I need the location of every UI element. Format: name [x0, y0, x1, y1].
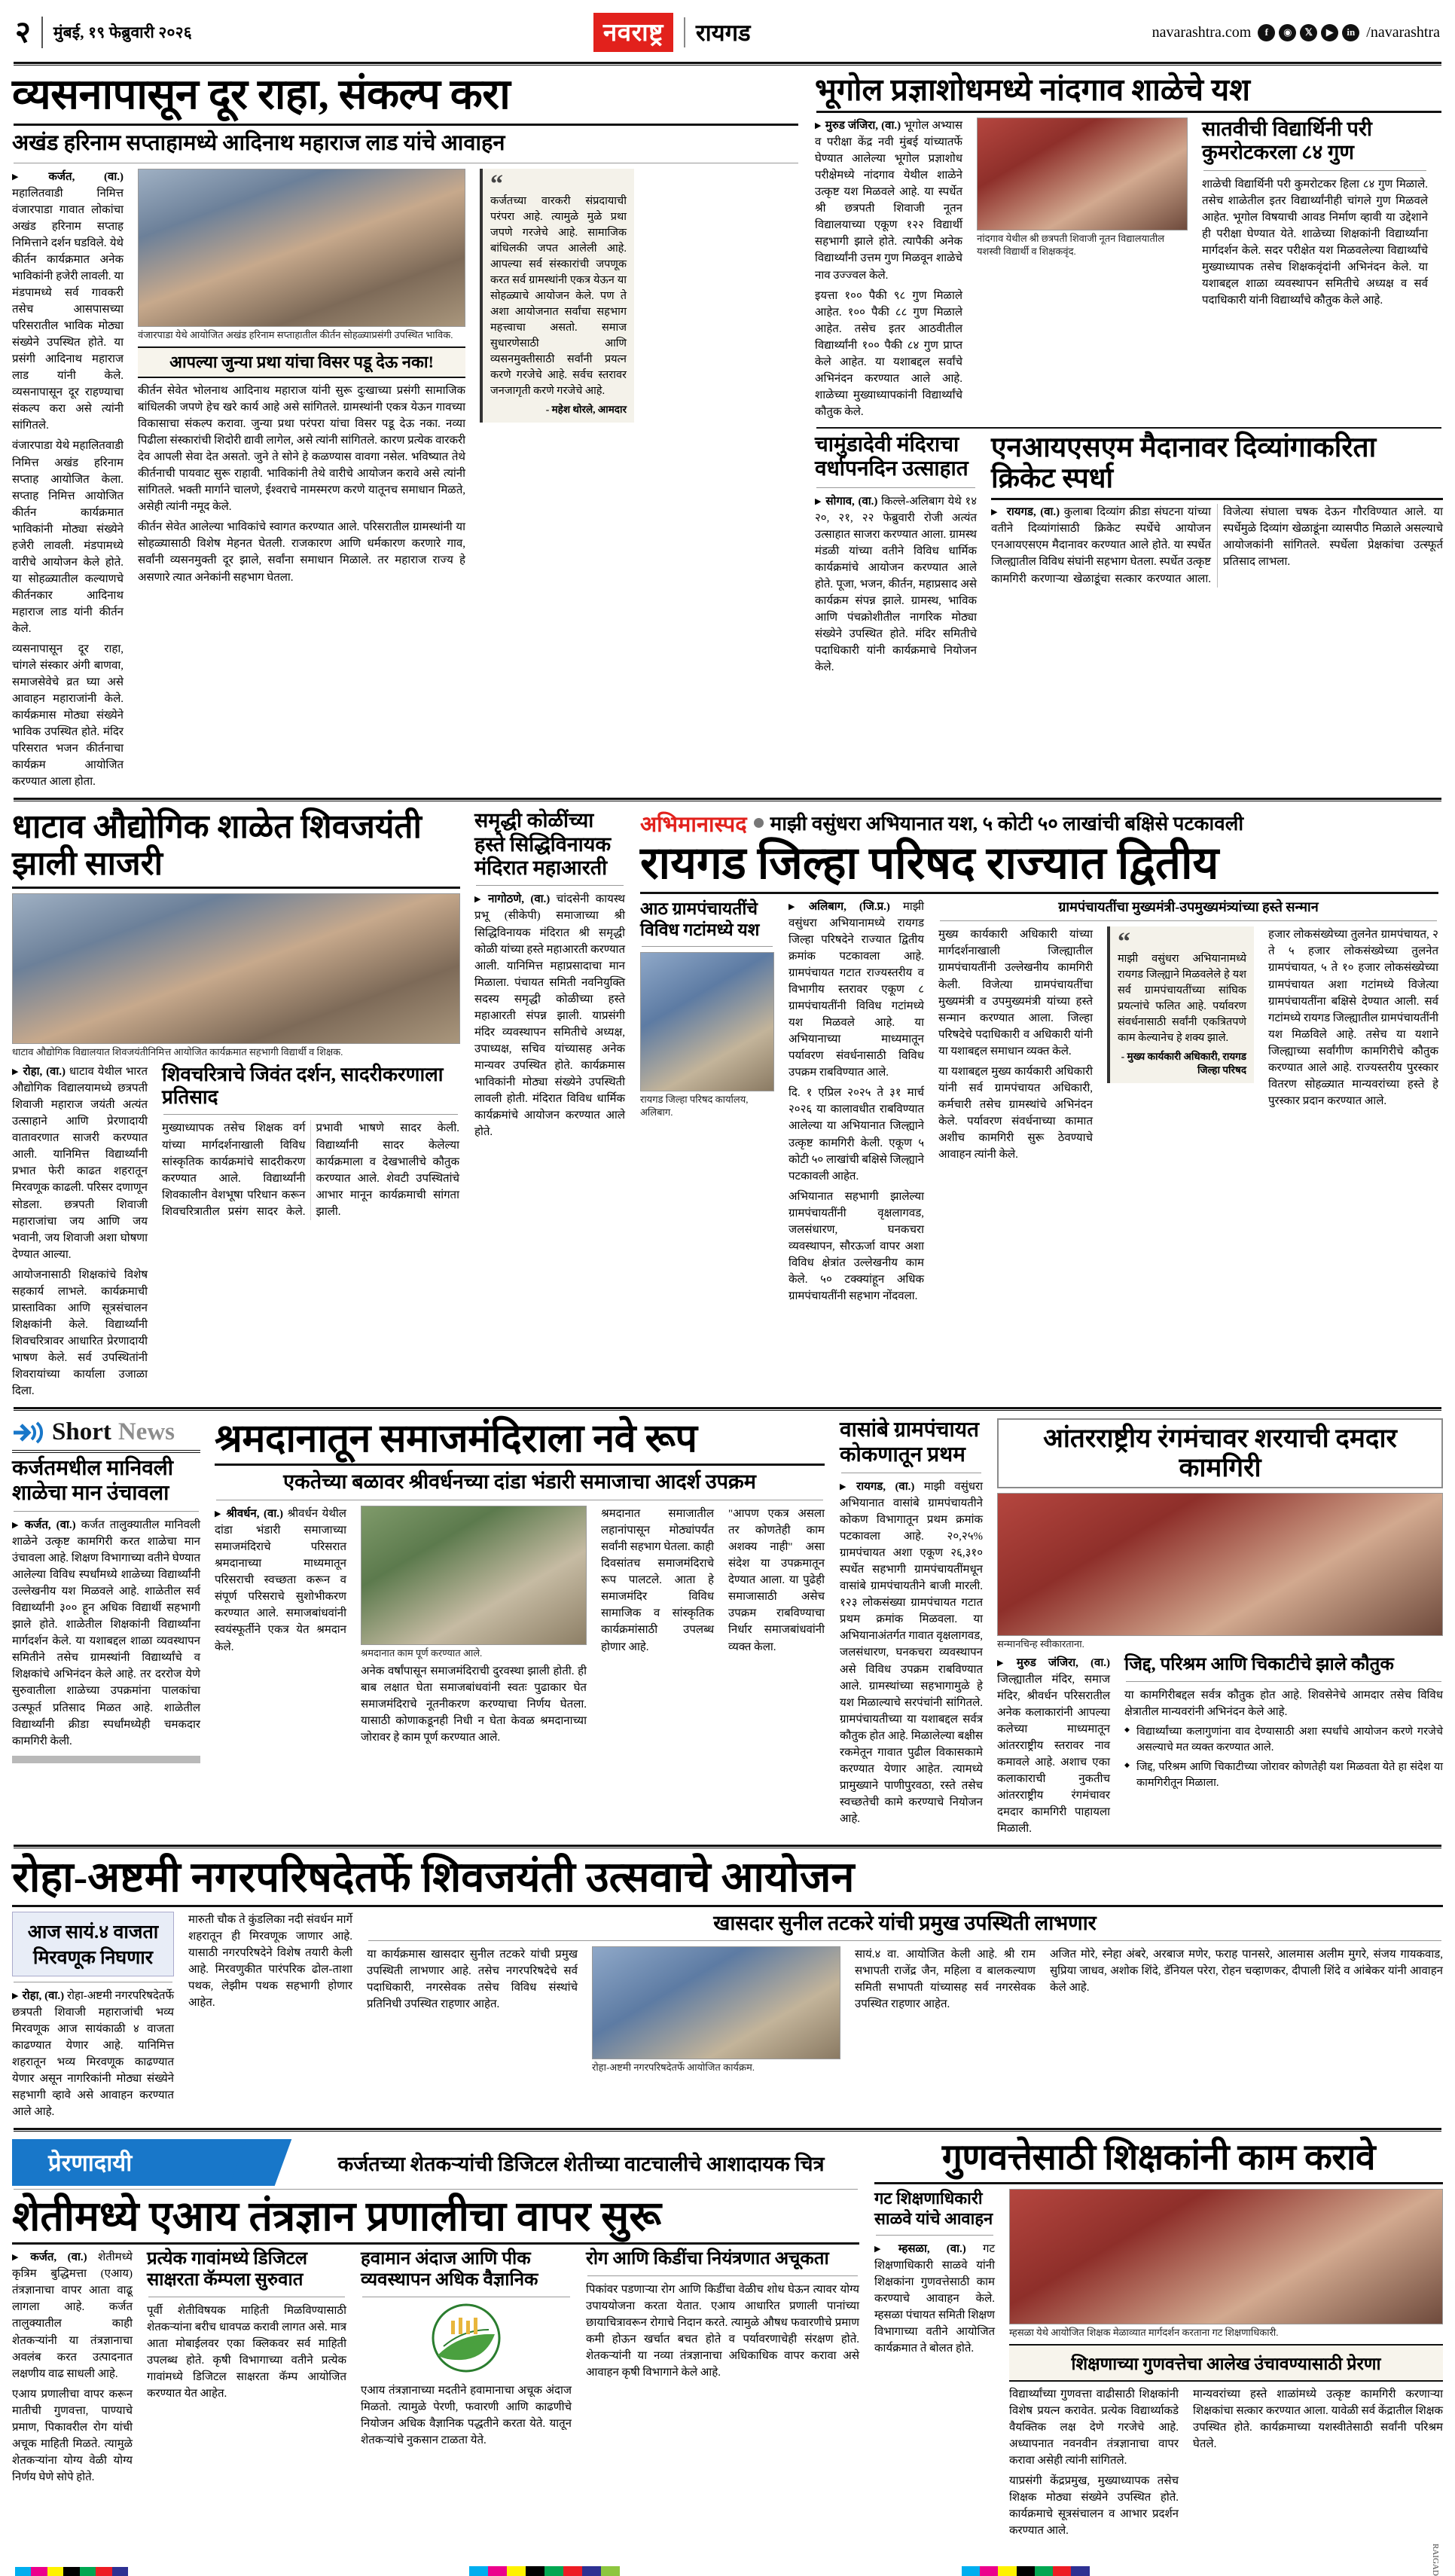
- short-news-label-short: Short: [52, 1418, 111, 1446]
- shramdan-dateline: श्रीवर्धन, (वा.): [226, 1508, 284, 1521]
- color-registration-bar-right: [962, 2566, 1090, 2576]
- zp-quote: [1107, 926, 1254, 1083]
- theatre-dateline: मुरुड जंजिरा, (वा.): [1016, 1656, 1110, 1669]
- shramdan-body-4: "आपण एकत्र असला तर कोणतेही काम अशक्य नाही" असा संदेश या उपक्रमातून देण्यात आला. या पुढेही समाजासाठी असेच उपक्रम राबविण्याचा निर्धार समाजबांधवांनी व्यक्त केला.: [728, 1508, 825, 1653]
- lead-quote-block: [480, 169, 634, 423]
- agri-banner: [12, 2139, 859, 2186]
- zp-body-3: अभियानात सहभागी झालेल्या ग्रामपंचायतींनी वृक्षलागवड, जलसंधारण, घनकचरा व्यवस्थापन, सौरऊर्जा वापर अशा विविध क्षेत्रांत उल्लेखनीय काम केले. ५० टक्क्यांहून अधिक ग्रामपंचायतींनी सहभाग नोंदवला.: [789, 1190, 924, 1302]
- theatre-photo-caption: सन्मानचिन्ह स्वीकारताना.: [997, 1638, 1084, 1650]
- short-news-headline: कर्जतमधील मानिवली शाळेचा मान उंचावला: [12, 1457, 174, 1505]
- roha-headline: रोहा-अष्टमी नगरपरिषदेतर्फे शिवजयंती उत्सवाचे आयोजन: [12, 1854, 855, 1902]
- agri-sub2-body: एआय तंत्रज्ञानाच्या मदतीने हवामानाचा अचूक अंदाज मिळतो. त्यामुळे पेरणी, फवारणी आणि काढणीचे नियोजन अधिक वैज्ञानिक पद्धतीने करता येते. यातून शेतकऱ्यांचे नुकसान टाळता येते.: [361, 2384, 572, 2447]
- samruddhi-headline: समृद्धी कोळींच्या हस्ते सिद्धिविनायक मंदिरात महाआरती: [474, 809, 612, 880]
- lead-quote-text: कर्जतच्या वारकरी संप्रदायाची परंपरा आहे. त्यामुळे मुळे प्रथा जपणे गरजेचे आहे. सामाजिक बांधिलकी जपत आलेली आहे. आपल्या सर्व संस्कारांची जपणूक करत सर्व ग्रामस्थांनी एकत्र येऊन या सोहळ्याचे आयोजन केले. पण ते अशा आयोजनात सर्वांचा सहभाग महत्त्वाचा असतो. समाज सुधारणेसाठी आणि व्यसनमुक्तीसाठी सर्वांनी प्रयत्न करणे गरजेचे आहे. सर्वच स्तरावर जनजागृती करणे गरजेचे आहे.: [490, 194, 627, 397]
- shramdan-col-3: [601, 1506, 714, 1655]
- cricket-dateline: रायगड, (वा.): [1006, 506, 1060, 519]
- logo-separator: [684, 17, 685, 47]
- page-number: २: [15, 15, 31, 49]
- shramdan-body-2: अनेक वर्षांपासून समाजमंदिराची दुरवस्था झाली होती. ही बाब लक्षात घेता समाजबांधवांनी स्वतः पुढाकार घेत समाजमंदिराचे नूतनीकरण करण्याचा निर्णय घेतला. यासाठी कोणाकडूनही निधी न घेता केवळ श्रमदानाच्या जोरावर हे काम पूर्ण करण्यात आले.: [361, 1665, 587, 1744]
- roha-dateline: रोहा, (वा.): [22, 1989, 65, 2002]
- cricket-story: [991, 433, 1443, 588]
- roha-col-3: [367, 1912, 1443, 2074]
- agri-col-4: [586, 2249, 859, 2381]
- top-section: [12, 73, 1443, 790]
- zp-headline: रायगड जिल्हा परिषद राज्यात द्वितीय: [640, 838, 1219, 889]
- geography-body-2: इयत्ता १०० पैकी ९८ गुण मिळाले आहेत. १०० पैकी ८८ गुण मिळाले आहेत. तसेच इतर आठवीतील विद्यार्थ्यांनी १०० पैकी ८४ गुण प्राप्त केले आहेत. या यशाबद्दल सर्वांचे अभिनंदन करण्यात आले आहे. शाळेच्या मुख्याध्यापकांनी विद्यार्थ्यांचे कौतुक केले.: [815, 289, 962, 418]
- zp-col-3: [938, 899, 1438, 1163]
- cricket-headline: एनआयएसएम मैदानावर दिव्यांगाकरिता क्रिकेट स्पर्धा: [991, 432, 1377, 494]
- theatre-subheadline: जिद्द, परिश्रम आणि चिकाटीचे झाले कौतुक: [1124, 1654, 1394, 1674]
- zp-photo: [640, 952, 774, 1091]
- zp-story: [640, 809, 1438, 1305]
- footer: [12, 2539, 1443, 2576]
- geography-body-3: शाळेची विद्यार्थिनी परी कुमरोटकर हिला ८४ गुण मिळाले. तसेच शाळेतील इतर विद्यार्थ्यांनीही चांगले गुण मिळवले आहेत. भूगोल विषयाची आवड निर्माण व्हावी या उद्देशाने ही परीक्षा घेण्यात येते. शाळेच्या शिक्षकांनी विद्यार्थ्यांना मार्गदर्शन केले. सदर परीक्षेत यश मिळवलेल्या विद्यार्थ्यांचे मुख्याध्यापक तसेच शिक्षकवृंदांनी अभिनंदन केले. या यशाबद्दल शाळा व्यवस्थापन समितीचे अध्यक्ष व सर्व पदाधिकारी यांनी विद्यार्थ्यांचे कौतुक केले आहे.: [1202, 178, 1428, 307]
- shramdan-subhead: एकतेच्या बळावर श्रीवर्धनच्या दांडा भंडारी समाजाचा आदर्श उपक्रम: [283, 1470, 756, 1494]
- masthead-rule: [14, 62, 1441, 66]
- lead-photo-block: [138, 169, 465, 586]
- wasambe-body: माझी वसुंधरा अभियानात वासांबे ग्रामपंचायतीने कोकण विभागातून प्रथम क्रमांक पटकावला आहे. २०,२५% ग्रामपंचायत अशा एकूण २६,३१० स्पर्धेत सहभागी ग्रामपंचायतींमधून वासांबे ग्रामपंचायतीने बाजी मारली. १२३ लोकसंख्या ग्रामपंचायत गटात प्रथम क्रमांक मिळवला. या अभियानाअंतर्गत गावात वृक्षलागवड, जलसंधारण, घनकचरा व्यवस्थापन असे विविध उपक्रम राबविण्यात आले. ग्रामस्थांच्या सहभागामुळे हे यश मिळाल्याचे सरपंचांनी सांगितले. ग्रामपंचायतीच्या या यशाबद्दल सर्वत्र कौतुक होत आहे. मिळालेल्या बक्षीस रकमेतून गावात पुढील विकासकामे करण्यात येणार आहेत. त्यामध्ये प्रामुख्याने पाणीपुरवठा, रस्ते तसेच स्वच्छतेची कामे करण्याचे नियोजन आहे.: [840, 1481, 984, 1825]
- zp-dateline: अलिबाग, (जि.प्र.): [808, 900, 890, 913]
- quality-col-1: [874, 2189, 995, 2357]
- roha-body-3: या कार्यक्रमास खासदार सुनील तटकरे यांची प्रमुख उपस्थिती लाभणार आहे. तसेच नगरपरिषदेचे सर्व पदाधिकारी, नगरसेवक तसेच विविध संस्थांचे प्रतिनिधी उपस्थित राहणार आहेत.: [367, 1949, 578, 2011]
- samruddhi-dateline: नागोठणे, (वा.): [488, 893, 551, 906]
- industrial-body-2: आयोजनासाठी शिक्षकांचे विशेष सहकार्य लाभले. कार्यक्रमाची प्रास्ताविका आणि सूत्रसंचालन शिक्षकांनी केले. विद्यार्थ्यांनी शिवचरित्रावर आधारित प्रेरणादायी भाषण केले. सर्व उपस्थितांनी शिवरायांच्या कार्याला उजाळा दिला.: [12, 1268, 148, 1398]
- geography-photo-block: [977, 118, 1188, 258]
- industrial-headline: धाटाव औद्योगिक शाळेत शिवजयंती झाली साजरी: [12, 808, 422, 882]
- temple-headline: चामुंडादेवी मंदिराचा वर्धापनदिन उत्साहात: [815, 432, 968, 481]
- masthead-divider: [41, 17, 43, 48]
- roha-col-1: [12, 1912, 174, 2120]
- agri-sub1-headline: प्रत्येक गावांमध्ये डिजिटल साक्षरता कॅम्पला सुरुवात: [147, 2249, 307, 2291]
- wasambe-dateline: रायगड, (वा.): [856, 1481, 915, 1494]
- social-handle[interactable]: /navarashtra: [1366, 23, 1440, 41]
- lead-body-3: व्यसनापासून दूर राहा, चांगले संस्कार अंगी बाणवा, समाजसेवेचे व्रत घ्या असे आवाहन महाराजांनी केले. कार्यक्रमास मोठ्या संख्येने भाविक उपस्थित होते. मंदिर परिसरात भजन कीर्तनाचा कार्यक्रम आयोजित करण्यात आला होता.: [12, 643, 124, 789]
- roha-body-2: मारुती चौक ते कुंडलिका नदी संवर्धन मार्गे शहरातून ही मिरवणूक जाणार आहे. यासाठी नगरपरिषदेने विशेष तयारी केली आहे. मिरवणुकीत पारंपरिक ढोल-ताशा पथक, लेझीम पथक सहभागी होणार आहेत.: [188, 1913, 352, 2009]
- lead-headline: व्यसनापासून दूर राहा, संकल्प करा: [12, 72, 511, 118]
- agri-leaf-icon: [421, 2303, 511, 2378]
- geography-dateline: मुरुड जंजिरा, (वा.): [825, 120, 901, 133]
- theatre-bullet: ◆ जिद्द, परिश्रम आणि चिकाटीच्या जोरावर कोणतेही यश मिळवता येते हा संदेश या कामगिरीतून मिळाला.: [1124, 1760, 1443, 1791]
- youtube-icon[interactable]: ▶: [1321, 24, 1338, 41]
- industrial-photo: [12, 893, 460, 1044]
- zp-col-1: [640, 899, 774, 1119]
- masthead-brand: [192, 13, 1152, 52]
- lead-story: [12, 73, 800, 790]
- short-news-divider: [12, 1756, 200, 1763]
- quality-body-1: गट शिक्षणाधिकारी साळवे यांनी शिक्षकांना गुणवत्तेसाठी काम करण्याचे आवाहन केले. म्हसळा पंचायत समिती शिक्षण विभागाच्या वतीने आयोजित कार्यक्रमात ते बोलत होते.: [874, 2242, 996, 2355]
- industrial-body-3: मुख्याध्यापक तसेच शिक्षक वर्ग यांच्या मार्गदर्शनाखाली विविध सांस्कृतिक कार्यक्रमांचे सादरीकरण करण्यात आले. विद्यार्थ्यांनी शिवकालीन वेशभूषा परिधान करून शिवचरित्रातील प्रसंग सादर केले. प्रभावी भाषणे सादर केली. विद्यार्थ्यांनी सादर केलेल्या कार्यक्रमाला व देखभालीचे कौतुक करण्यात आले. शेवटी उपस्थितांचे आभार मानून कार्यक्रमाची सांगता झाली.: [162, 1122, 459, 1218]
- agri-col-3: [361, 2249, 572, 2449]
- industrial-dateline: रोहा, (वा.): [23, 1066, 66, 1079]
- zp-body-5: या यशाबद्दल मुख्य कार्यकारी अधिकारी यांनी सर्व ग्रामपंचायत अधिकारी, कर्मचारी तसेच ग्रामस्थांचे अभिनंदन केले. पर्यावरण संवर्धनाच्या कामात अशीच कामगिरी सुरू ठेवण्याचे आवाहन त्यांनी केले.: [938, 1065, 1093, 1161]
- zp-subleft: आठ ग्रामपंचायतींचे विविध गटांमध्ये यश: [640, 899, 760, 939]
- quality-dateline: म्हसळा, (वा.): [898, 2242, 966, 2255]
- instagram-icon[interactable]: ◉: [1279, 24, 1296, 41]
- bullet-dot-icon: [754, 818, 764, 828]
- shramdan-headline: श्रमदानातून समाजमंदिराला नवे रूप: [215, 1418, 697, 1461]
- lead-body-1: महालितवाडी निमित्त वंजारपाडा गावात लोकांचा अखंड हरिनाम सप्ताह निमित्ताने दर्शन घडविले. येथे कीर्तन कार्यक्रमात अनेक भाविकांनी हजेरी लावली. या मंडपामध्ये सर्व गावकरी तसेच आसपासच्या परिसरातील भाविक मोठ्या संख्येने उपस्थित होते. या प्रसंगी आदिनाथ महाराज लाड यांनी केले. व्यसनापासून दूर राहण्याचा संकल्प करा असे त्यांनी सांगितले.: [12, 187, 124, 432]
- quality-banner: शिक्षणाच्या गुणवत्तेचा आलेख उंचावण्यासाठी प्रेरणा: [1009, 2344, 1443, 2382]
- roha-subheadline: खासदार सुनील तटकरे यांची प्रमुख उपस्थिती लाभणार: [713, 1911, 1097, 1934]
- lead-body-2: वंजारपाडा येथे महालितवाडी निमित्त अखंड हरिनाम सप्ताह आयोजित केला. सप्ताह निमित्त आयोजित कीर्तन कार्यक्रमात भाविकांनी मोठ्या संख्येने हजेरी लावली. मंडपामध्ये वारीचे आयोजन केले होते. या सोहळ्यातील कल्याणचे कीर्तनकार आदिनाथ महाराज लाड यांनी कीर्तन केले.: [12, 440, 124, 635]
- agri-body-2: एआय प्रणालीचा वापर करून मातीची गुणवत्ता, पाण्याचे प्रमाण, पिकावरील रोग यांची अचूक माहिती मिळते. त्यामुळे शेतकऱ्यांना योग्य वेळी योग्य निर्णय घेणे सोपे होते.: [12, 2388, 133, 2483]
- geography-col-3: [1202, 118, 1428, 309]
- zp-photo-caption: रायगड जिल्हा परिषद कार्यालय, अलिबाग.: [640, 1093, 749, 1118]
- lead-quote: [480, 169, 634, 423]
- samruddhi-story: [474, 809, 625, 1140]
- color-registration-bar-left: [15, 2567, 128, 2576]
- lead-col-1: [12, 169, 124, 791]
- industrial-story: [12, 809, 460, 1399]
- industrial-photo-caption: धाटाव औद्योगिक विद्यालयात शिवजयंतीनिमित्त आयोजित कार्यक्रमात सहभागी विद्यार्थी व शिक्षक.: [12, 1046, 343, 1058]
- quality-subleft: गट शिक्षणाधिकारी साळवे यांचे आवाहन: [874, 2188, 993, 2228]
- agri-sub1-body: पूर्वी शेतीविषयक माहिती मिळविण्यासाठी शेतकऱ्यांना बरीच धावपळ करावी लागत असे. मात्र आता मोबाईलवर एका क्लिकवर सर्व माहिती उपलब्ध होते. कृषी विभागाच्या वतीने प्रत्येक गावांमध्ये डिजिटल साक्षरता कॅम्प आयोजित करण्यात येत आहेत.: [147, 2304, 346, 2401]
- website-url[interactable]: navarashtra.com: [1151, 23, 1252, 41]
- industrial-body-1: धाटाव येथील भारत औद्योगिक विद्यालयामध्ये छत्रपती शिवाजी महाराज जयंती अत्यंत उत्साहाने आणि प्रेरणादायी वातावरणात साजरी करण्यात आली. यानिमित्त विद्यार्थ्यांनी प्रभात फेरी काढत शहरातून मिरवणूक काढली. परिसर दणाणून सोडला. छत्रपती शिवाजी महाराजांचा जय आणि जय भवानी, जय शिवाजी अशा घोषणा देण्यात आल्या.: [12, 1066, 148, 1261]
- zp-quote-attribution: - मुख्य कार्यकारी अधिकारी, रायगड जिल्हा परिषद: [1121, 1051, 1246, 1076]
- short-news: [12, 1418, 200, 1763]
- lead-mid-body: कीर्तन सेवेत आलेल्या भाविकांचे स्वागत करण्यात आले. परिसरातील ग्रामस्थांनी या सोहळ्यासाठी विशेष मेहनत घेतली. राजकारण आणि धर्मकारण करणारे गाव, सर्वांनी व्यसनमुक्ती दूर झाले, सर्वांना समाधान मिळाले. तर महाराज राज्य हे असणारे त्यात अनेकांनी सहभाग घेतला.: [138, 521, 465, 584]
- zp-body-1: माझी वसुंधरा अभियानामध्ये रायगड जिल्हा परिषदेने राज्यात द्वितीय क्रमांक पटकावला आहे. ग्रामपंचायत गटात राज्यस्तरीय व विभागीय स्तरावर एकूण ८ ग्रामपंचायतींनी विविध गटांमध्ये यश मिळवले आहे. या अभियानाच्या माध्यमातून पर्यावरण संवर्धनासाठी विविध उपक्रम राबविण्यात आले.: [789, 900, 925, 1079]
- zp-quote-text: माझी वसुंधरा अभियानामध्ये रायगड जिल्ह्याने मिळवलेले हे यश सर्व ग्रामपंचायतींच्या सांघिक प्रयत्नांचे फलित आहे. पर्यावरण संवर्धनासाठी सर्वांनी एकत्रितपणे काम केल्यानेच हे शक्य झाले.: [1118, 953, 1246, 1045]
- temple-body: किल्ले-अलिबाग येथे १४ २०, २१, २२ फेब्रुवारी रोजी अत्यंत उत्साहात साजरा करण्यात आला. ग्रामस्थ मंडळी यांच्या वतीने विविध धार्मिक कार्यक्रमांचे आयोजन करण्यात आले होते. पूजा, भजन, कीर्तन, महाप्रसाद असे कार्यक्रम संपन्न झाले. ग्रामस्थ, भाविक आणि पंचक्रोशीतील नागरिक मोठ्या संख्येने उपस्थित होते. मंदिर समितीचे पदाधिकारी यांनी कार्यक्रमाचे नियोजन केले.: [815, 495, 977, 674]
- second-section: [12, 809, 1443, 1399]
- theatre-story: [997, 1418, 1443, 1837]
- samruddhi-body: चांदसेनी कायस्थ प्रभू (सीकेपी) समाजाच्या श्री सिद्धिविनायक मंदिरात श्री समृद्धी कोळी यांच्या हस्ते महाआरती करण्यात आली. यानिमित्त महाप्रसादाचा मान मिळाला. पंचायत समिती नवनियुक्ति सदस्य समृद्धी कोळीच्या हस्ते महाआरती संपन्न झाली. याप्रसंगी मंदिर व्यवस्थापन समितीचे अध्यक्ष, उपाध्यक्ष, सचिव यांच्यासह अनेक मान्यवर उपस्थित होते. कार्यक्रमास भाविकांनी मोठ्या संख्येने उपस्थिती लावली होती. मंदिरात विविध धार्मिक कार्यक्रमांचे आयोजन करण्यात आले होते.: [474, 893, 625, 1139]
- zp-kicker: माझी वसुंधरा अभियानात यश, ५ कोटी ५० लाखांची बक्षिसे पटकावली: [770, 813, 1244, 835]
- shramdan-col-1: [215, 1506, 346, 1655]
- theatre-bullet: ◆ विद्यार्थ्यांच्या कलागुणांना वाव देण्यासाठी अशा स्पर्धांचे आयोजन करणे गरजेचे असल्याचे मत व्यक्त करण्यात आले.: [1124, 1724, 1443, 1756]
- lead-box-title: आपल्या जुन्या प्रथा यांचा विसर पडू देऊ नका!: [169, 352, 434, 371]
- roha-box-line-2: मिरवणूक निघणार: [33, 1947, 153, 1968]
- shramdan-body-3: श्रमदानात समाजातील लहानांपासून मोठ्यांपर्यंत सर्वांनी सहभाग घेतला. काही दिवसांतच समाजमंदिराचे रूप पालटले. आता हे समाजमंदिर विविध सामाजिक व सांस्कृतिक कार्यक्रमांसाठी उपलब्ध होणार आहे.: [601, 1508, 714, 1653]
- industrial-col-2: [162, 1064, 459, 1220]
- quote-mark-icon: “: [490, 169, 503, 198]
- roha-col-2: [188, 1912, 352, 2011]
- short-news-body: कर्जत तालुक्यातील मानिवली शाळेने उत्कृष्ट कामगिरी करत शाळेचा मान उंचावला आहे. शिक्षण विभागाच्या वतीने घेण्यात आलेल्या विविध स्पर्धांमध्ये शाळेच्या विद्यार्थ्यांनी उल्लेखनीय यश मिळवले आहे. शाळेतील सर्व विद्यार्थ्यांनी ३०० हून अधिक विद्यार्थी सहभागी झाले होते. शाळेतील शिक्षकांनी विद्यार्थ्यांना मार्गदर्शन केले. या यशाबद्दल शाळा व्यवस्थापन समितीने तसेच ग्रामस्थांनी विद्यार्थ्यांचे व शिक्षकांचे अभिनंदन केले आहे. तर दररोज येणे सुरुवातीला शाळेच्या उपक्रमांना पालकांचा उत्स्फूर्त प्रतिसाद मिळत आहे. शाळेतील विद्यार्थ्यांनी क्रीडा स्पर्धांमध्येही चमकदार कामगिरी केली.: [12, 1519, 200, 1747]
- agri-sub3-headline: रोग आणि किडींचा नियंत्रणात अचूकता: [586, 2249, 829, 2269]
- agri-badge: प्रेरणादायी: [12, 2139, 261, 2186]
- temple-story: [815, 433, 977, 676]
- zp-body-2: दि. १ एप्रिल २०२५ ते ३१ मार्च २०२६ या कालावधीत राबविण्यात आलेल्या या अभियानात जिल्ह्याने उत्कृष्ट कामगिरी केली. एकूण ५ कोटी ५० लाखांची बक्षिसे जिल्ह्याने पटकावली आहेत.: [789, 1087, 924, 1183]
- short-news-arrow-icon: [12, 1420, 45, 1445]
- zp-badge: अभिमानास्पद: [640, 813, 747, 838]
- lead-photo-caption: वंजारपाडा येथे आयोजित अखंड हरिनाम सप्ताहातील कीर्तन सोहळ्याप्रसंगी उपस्थित भाविक.: [138, 328, 453, 340]
- linkedin-icon[interactable]: in: [1342, 24, 1359, 41]
- geography-photo-caption: नांदगाव येथील श्री छत्रपती शिवाजी नूतन विद्यालयातील यशस्वी विद्यार्थी व शिक्षकवृंद.: [977, 233, 1165, 257]
- short-news-dateline: कर्जत, (वा.): [24, 1519, 76, 1532]
- quality-col-2: [1009, 2189, 1443, 2539]
- quote-mark-icon: “: [1118, 928, 1130, 957]
- roha-body-4: सायं.४ वा. आयोजित केली आहे. श्री राम सभापती राजेंद्र जैन, महिला व बालकल्याण समिती सभापती यांच्यासह सर्व नगरसेवक उपस्थित राहणार आहेत.: [855, 1949, 1036, 2011]
- lead-dateline: कर्जत, (वा.): [48, 170, 124, 183]
- lead-box-body: कीर्तन सेवेत भोलनाथ आदिनाथ महाराज यांनी सुरू दुःखाच्या प्रसंगी सामाजिक बांधिलकी जपणे हेच खरे कार्य आहे असे सांगितले. ग्रामस्थांनी एकत्र येऊन गावच्या विकासाचा संकल्प करावा. जुन्या प्रथा परंपरा यांचा विसर पडू देऊ नका. नव्या पिढीला संस्कारांची शिदोरी द्यावी लागेल, असे त्यांनी सांगितले. कारण प्रत्येक वारकरी देव आपली सेवा देत असतो. जुने ते सोने हे कळण्यास वावगा नसेल. भविष्यात तेथे कीर्तनाची पायवाट सुरू राहावी. भाविकांनी तेथे वारीचे आयोजन करावे असे त्यांनी सांगितले. भक्ती मार्गाने चालणे, ईश्वराचे नामस्मरण करणे यातूनच समाधान मिळते, असेही त्यांनी नमूद केले.: [138, 385, 465, 514]
- roha-photo-caption: रोहा-अष्टमी नगरपरिषदेतर्फे आयोजित कार्यक्रम.: [592, 2062, 755, 2074]
- lead-quote-attribution: - महेश थोरले, आमदार: [545, 403, 627, 415]
- masthead-dateline: मुंबई, १९ फेब्रुवारी २०२६: [53, 23, 192, 41]
- zp-col-2: [789, 899, 924, 1305]
- shramdan-col-4: [728, 1506, 825, 1655]
- agri-sub2-headline: हवामान अंदाज आणि पीक व्यवस्थापन अधिक वैज्ञानिक: [361, 2249, 538, 2291]
- roha-story: [12, 1856, 1443, 2120]
- geography-subheadline: सातवीची विद्यार्थिनी परी कुमरोटकरला ८४ गुण: [1202, 118, 1372, 164]
- temple-dateline: सोगाव, (वा.): [825, 495, 878, 508]
- third-section: [12, 1418, 1443, 1837]
- lead-subhead: अखंड हरिनाम सप्ताहामध्ये आदिनाथ महाराज लाड यांचे आवाहन: [12, 131, 505, 156]
- social-icons: [1258, 24, 1359, 41]
- geography-story: [815, 73, 1443, 676]
- agri-headline: शेतीमध्ये एआय तंत्रज्ञान प्रणालीचा वापर सुरू: [12, 2193, 661, 2240]
- quality-story: [874, 2139, 1443, 2539]
- quality-body-3: याप्रसंगी केंद्रप्रमुख, मुख्याध्यापक तसेच शिक्षक मोठ्या संख्येने उपस्थित होते. कार्यक्रमाचे सूत्रसंचालन व आभार प्रदर्शन करण्यात आले.: [1009, 2475, 1179, 2538]
- quality-photo-caption: म्हसळा येथे आयोजित शिक्षक मेळाव्यात मार्गदर्शन करताना गट शिक्षणाधिकारी.: [1009, 2326, 1279, 2338]
- geography-headline: भूगोल प्रज्ञाशोधमध्ये नांदगाव शाळेचे यश: [815, 72, 1250, 107]
- theatre-headline: आंतरराष्ट्रीय रंगमंचावर शरयाची दमदार कामगिरी: [1043, 1424, 1397, 1482]
- theatre-body-1: जिल्ह्यातील मंदिर, समाज मंदिर, श्रीवर्धन परिसरातील अनेक कलाकारांनी आपल्या कलेच्या माध्यमातून आंतरराष्ट्रीय स्तरावर नाव कमावले आहे. अशाच एका कलाकाराची नुकतीच आंतरराष्ट्रीय रंगमंचावर दमदार कामगिरी पाहायला मिळाली.: [997, 1674, 1110, 1836]
- agri-story: [12, 2139, 859, 2486]
- geography-body-1: भूगोल अभ्यास व परीक्षा केंद्र नवी मुंबई यांच्यातर्फे घेण्यात आलेल्या भूगोल प्रज्ञाशोध परीक्षेमध्ये नांदगाव येथील शाळेने उत्कृष्ट यश मिळवले आहे. या स्पर्धेत श्री छत्रपती शिवाजी नूतन विद्यालयाच्या एकूण १२२ विद्यार्थी सहभागी झाले होते. त्यापैकी अनेक विद्यार्थ्यांनी उत्तम गुण मिळवून शाळेचे नाव उज्ज्वल केले.: [815, 120, 962, 282]
- roha-body-5: अजित मोरे, स्नेहा अंबरे, अरबाज मणेर, फराह पानसरे, आलमास अलीम मुगरे, संजय गायकवाड, सुप्रिया जाधव, अशोक शिंदे, डॅनियल परेरा, रोहन चव्हाणकर, दीपाली शिंदे व आंबेकर यांनी आवाहन केले आहे.: [1050, 1949, 1443, 1995]
- theatre-photo: [997, 1493, 1443, 1636]
- geography-photo: [977, 118, 1188, 230]
- roha-box-line-1: आज सायं.४ वाजता: [27, 1921, 159, 1943]
- industrial-subheadline: शिवचरित्राचे जिवंत दर्शन, सादरीकरणाला प्रतिसाद: [162, 1064, 444, 1109]
- quality-body-4: मान्यवरांच्या हस्ते शाळांमध्ये उत्कृष्ट कामगिरी करणाऱ्या शिक्षकांचा सत्कार करण्यात आला. यावेळी सर्व केंद्रातील शिक्षक उपस्थित होते. कार्यक्रमाच्या यशस्वीतेसाठी सर्वांनी परिश्रम घेतले.: [1193, 2388, 1443, 2450]
- shramdan-story: [215, 1418, 825, 1746]
- zp-section-title: ग्रामपंचायतींचा मुख्यमंत्री-उपमुख्यमंत्र्यांच्या हस्ते सन्मान: [1058, 899, 1319, 914]
- color-registration-bar-center: [469, 2566, 620, 2576]
- quality-photo: [1009, 2189, 1443, 2324]
- roha-photo: [592, 1946, 840, 2059]
- facebook-icon[interactable]: f: [1258, 24, 1275, 41]
- masthead-links: [1152, 24, 1440, 41]
- industrial-col-1: [12, 1064, 148, 1399]
- masthead: [12, 0, 1443, 59]
- shramdan-photo-caption: श्रमदानात काम पूर्ण करण्यात आले.: [361, 1647, 483, 1659]
- zp-body-6: हजार लोकसंख्येच्या तुलनेत ग्रामपंचायत, २ ते ५ हजार लोकसंख्येच्या तुलनेत ग्रामपंचायत, ५ ते १० हजार लोकसंख्येच्या ग्रामपंचायत अशा गटांमध्ये विजेत्या ग्रामपंचायतींना बक्षिसे देण्यात आली. सर्व गटांमध्ये रायगड जिल्ह्यातील ग्रामपंचायतींनी यश मिळविले आहे. तसेच या यशाने जिल्ह्याच्या सर्वांगीण कामगिरीचे कौतुक करण्यात आले आहे. राज्यस्तरीय पुरस्कार वितरण सोहळ्यात मान्यवरांच्या हस्ते हे पुरस्कार प्रदान करण्यात आले.: [1268, 929, 1439, 1107]
- geography-col-1: [815, 118, 962, 420]
- agri-col-2: [147, 2249, 346, 2402]
- quality-body-2: विद्यार्थ्यांच्या गुणवत्ता वाढीसाठी शिक्षकांनी विशेष प्रयत्न करावेत. प्रत्येक विद्यार्थ्याकडे वैयक्तिक लक्ष देणे गरजेचे आहे. अध्यापनात नवनवीन तंत्रज्ञानाचा वापर करावा असेही त्यांनी सांगितले.: [1009, 2388, 1179, 2468]
- shramdan-body-1: श्रीवर्धन येथील दांडा भंडारी समाजाच्या समाजमंदिराचे परिसरात श्रमदानाच्या माध्यमातून परिसराची स्वच्छता करून व संपूर्ण परिसराचे सुशोभीकरण करण्यात आले. समाजबांधवांनी स्वयंस्फूर्तीने एकत्र येत श्रमदान केले.: [215, 1508, 346, 1653]
- agri-col-1: [12, 2249, 133, 2486]
- cricket-body: कुलाबा दिव्यांग क्रीडा संघटना यांच्या वतीने दिव्यांगांसाठी क्रिकेट स्पर्धेचे आयोजन एनआयएसएम मैदानावर करण्यात आले होते. या स्पर्धेत जिल्ह्यातील विविध संघांनी सहभाग घेतला. स्पर्धेत उत्कृष्ट कामगिरी करणाऱ्या खेळाडूंचा सत्कार करण्यात आला. विजेत्या संघाला चषक देऊन गौरविण्यात आले. या स्पर्धेमुळे दिव्यांग खेळाडूंना व्यासपीठ मिळाले असल्याचे आयोजकांनी सांगितले. स्पर्धेला प्रेक्षकांचा उत्स्फूर्त प्रतिसाद लाभला.: [991, 506, 1443, 585]
- fifth-section: [12, 2139, 1443, 2539]
- zp-body-4: मुख्य कार्यकारी अधिकारी यांच्या मार्गदर्शनाखाली जिल्ह्यातील ग्रामपंचायतींनी उल्लेखनीय कामगिरी केली. विजेत्या ग्रामपंचायतींचा मुख्यमंत्री व उपमुख्यमंत्री यांच्या हस्ते सन्मान करण्यात आला. जिल्हा परिषदेचे पदाधिकारी व अधिकारी यांनी या यशाबद्दल समाधान व्यक्त केले.: [938, 929, 1093, 1058]
- agri-tagline: कर्जतच्या शेतकऱ्यांची डिजिटल शेतीच्या वाटचालीचे आशादायक चित्र: [337, 2152, 825, 2175]
- roha-body-1: रोहा-अष्टमी नगरपरिषदेतर्फे छत्रपती शिवाजी महाराजांची भव्य मिरवणूक आज सायंकाळी ४ वाजता काढण्यात येणार आहे. यानिमित्त शहरातून भव्य मिरवणूक काढण्यात येणार असून नागरिकांनी मोठ्या संख्येने सहभागी व्हावे असे आवाहन करण्यात आले आहे.: [12, 1989, 175, 2119]
- x-icon[interactable]: 𝕏: [1300, 24, 1317, 41]
- shramdan-photo: [361, 1506, 587, 1645]
- agri-dateline: कर्जत, (वा.): [30, 2251, 87, 2264]
- wasambe-story: [840, 1418, 983, 1827]
- quality-headline: गुणवत्तेसाठी शिक्षकांनी काम करावे: [941, 2138, 1376, 2178]
- agri-body-1: शेतीमध्ये कृत्रिम बुद्धिमत्ता (एआय) तंत्रज्ञानाचा वापर आता वाढू लागला आहे. कर्जत तालुक्यातील काही शेतकऱ्यांनी या तंत्रज्ञानाचा अवलंब करत उत्पादनात लक्षणीय वाढ साधली आहे.: [12, 2251, 133, 2380]
- agri-sub3-body: पिकांवर पडणाऱ्या रोग आणि किडींचा वेळीच शोध घेऊन त्यावर योग्य उपाययोजना करता येतात. एआय आधारित प्रणाली पानांच्या छायाचित्रावरून रोगाचे निदान करते. त्यामुळे औषध फवारणीचे प्रमाण कमी होऊन खर्चात बचत होते व पर्यावरणाचेही संरक्षण होते. शेतकऱ्यांनी या नव्या तंत्रज्ञानाचा अधिकाधिक वापर करावा असे आवाहन कृषी विभागाने केले आहे.: [586, 2284, 859, 2379]
- registration-code: RAIGAD: [1430, 2544, 1440, 2576]
- short-news-label-news: News: [117, 1418, 175, 1446]
- theatre-body-2: या कामगिरीबद्दल सर्वत्र कौतुक होत आहे. शिवसेनेचे आमदार तसेच विविध क्षेत्रातील मान्यवरांनी अभिनंदन केले आहे.: [1124, 1689, 1443, 1718]
- edition-name: रायगड: [695, 20, 751, 46]
- newspaper-logo: नवराष्ट्र: [593, 13, 673, 52]
- lead-photo: [138, 169, 465, 327]
- wasambe-headline: वासांबे ग्रामपंचायत कोकणातून प्रथम: [840, 1418, 979, 1467]
- shramdan-photo-block: [361, 1506, 587, 1746]
